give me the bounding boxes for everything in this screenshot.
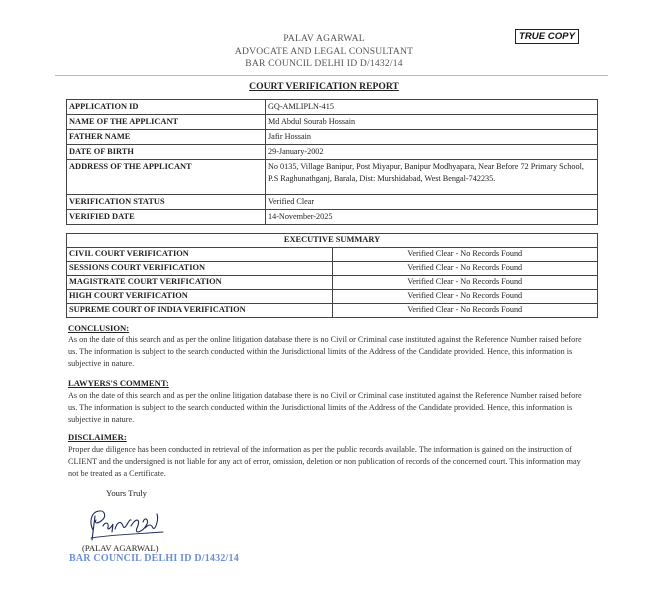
summary-value: Verified Clear - No Records Found — [332, 262, 598, 276]
conclusion-heading: CONCLUSION: — [68, 323, 130, 333]
info-value: GQ-AMLIPLN-415 — [266, 100, 598, 115]
table-row — [67, 100, 598, 115]
signatory-name: (PALAV AGARWAL) — [82, 543, 159, 553]
conclusion-text: As on the date of this search and as per the online litigation database there is no Civil or Criminal case instituted against the Reference Number raised before us. The information is subject to the search conducted within the Jurisdictional limits of the Address of the Candidate provided. Hence, this information is subjective in nature. — [68, 335, 582, 368]
table-row — [67, 234, 598, 248]
table-row — [67, 130, 598, 145]
executive-summary-table — [66, 233, 598, 318]
info-value: Jafir Hossain — [266, 130, 598, 145]
info-label: VERIFIED DATE — [67, 210, 266, 225]
info-value: Verified Clear — [266, 195, 598, 210]
info-value: 14-November-2025 — [266, 210, 598, 225]
executive-summary-title: EXECUTIVE SUMMARY — [67, 234, 598, 248]
summary-label: CIVIL COURT VERIFICATION — [67, 248, 333, 262]
table-row — [67, 160, 598, 195]
table-row — [67, 262, 598, 276]
summary-label: SESSIONS COURT VERIFICATION — [67, 262, 333, 276]
advocate-name: PALAV AGARWAL — [283, 33, 365, 44]
info-value: No 0135, Village Banipur, Post Miyapur, Banipur Modhyapara, Near Before 72 Primary School, P.S Raghunathganj, Barala, Dist: Murshidabad, West Bengal-742235. — [266, 160, 598, 195]
info-label: DATE OF BIRTH — [67, 145, 266, 160]
summary-value: Verified Clear - No Records Found — [332, 290, 598, 304]
header-divider — [55, 75, 608, 76]
advocate-bar-id: BAR COUNCIL DELHI ID D/1432/14 — [245, 58, 403, 69]
summary-label: HIGH COURT VERIFICATION — [67, 290, 333, 304]
signature-icon — [85, 502, 167, 546]
advocate-designation: ADVOCATE AND LEGAL CONSULTANT — [234, 45, 414, 57]
lawyers-comment-heading: LAWYERS'S COMMENT: — [68, 378, 169, 388]
info-value: Md Abdul Sourab Hossain — [266, 115, 598, 130]
report-title: COURT VERIFICATION REPORT — [249, 81, 399, 92]
lawyers-comment-text: As on the date of this search and as per the online litigation database there is no Civil or Criminal case instituted against the Reference Number raised before us. The information is subject to the search conducted within the Jurisdictional limits of the Address of the Candidate provided. Hence, this information is subjective in nature. — [68, 391, 582, 424]
table-row — [67, 276, 598, 290]
closing-text: Yours Truly — [106, 488, 147, 498]
summary-value: Verified Clear - No Records Found — [332, 304, 598, 318]
info-label: FATHER NAME — [67, 130, 266, 145]
table-row — [67, 210, 598, 225]
table-row — [67, 248, 598, 262]
table-row — [67, 195, 598, 210]
summary-value: Verified Clear - No Records Found — [332, 248, 598, 262]
info-value: 29-January-2002 — [266, 145, 598, 160]
disclaimer-text: Proper due diligence has been conducted in retrieval of the information as per the public records available. The information is gained on the instruction of CLIENT and the undersigned is not liable for any act of error, omission, deletion or non publication of records of the concerned court. This information may not be treated as a Certificate. — [68, 445, 581, 478]
applicant-info-table — [66, 99, 598, 225]
signatory-bar-id: BAR COUNCIL DELHI ID D/1432/14 — [69, 553, 239, 564]
table-row — [67, 115, 598, 130]
true-copy-stamp: TRUE COPY — [515, 29, 579, 44]
disclaimer-heading: DISCLAIMER: — [68, 432, 127, 442]
summary-label: MAGISTRATE COURT VERIFICATION — [67, 276, 333, 290]
summary-value: Verified Clear - No Records Found — [332, 276, 598, 290]
table-row — [67, 145, 598, 160]
info-label: ADDRESS OF THE APPLICANT — [67, 160, 266, 195]
summary-label: SUPREME COURT OF INDIA VERIFICATION — [67, 304, 333, 318]
table-row — [67, 304, 598, 318]
info-label: NAME OF THE APPLICANT — [67, 115, 266, 130]
info-label: APPLICATION ID — [67, 100, 266, 115]
info-label: VERIFICATION STATUS — [67, 195, 266, 210]
table-row — [67, 290, 598, 304]
